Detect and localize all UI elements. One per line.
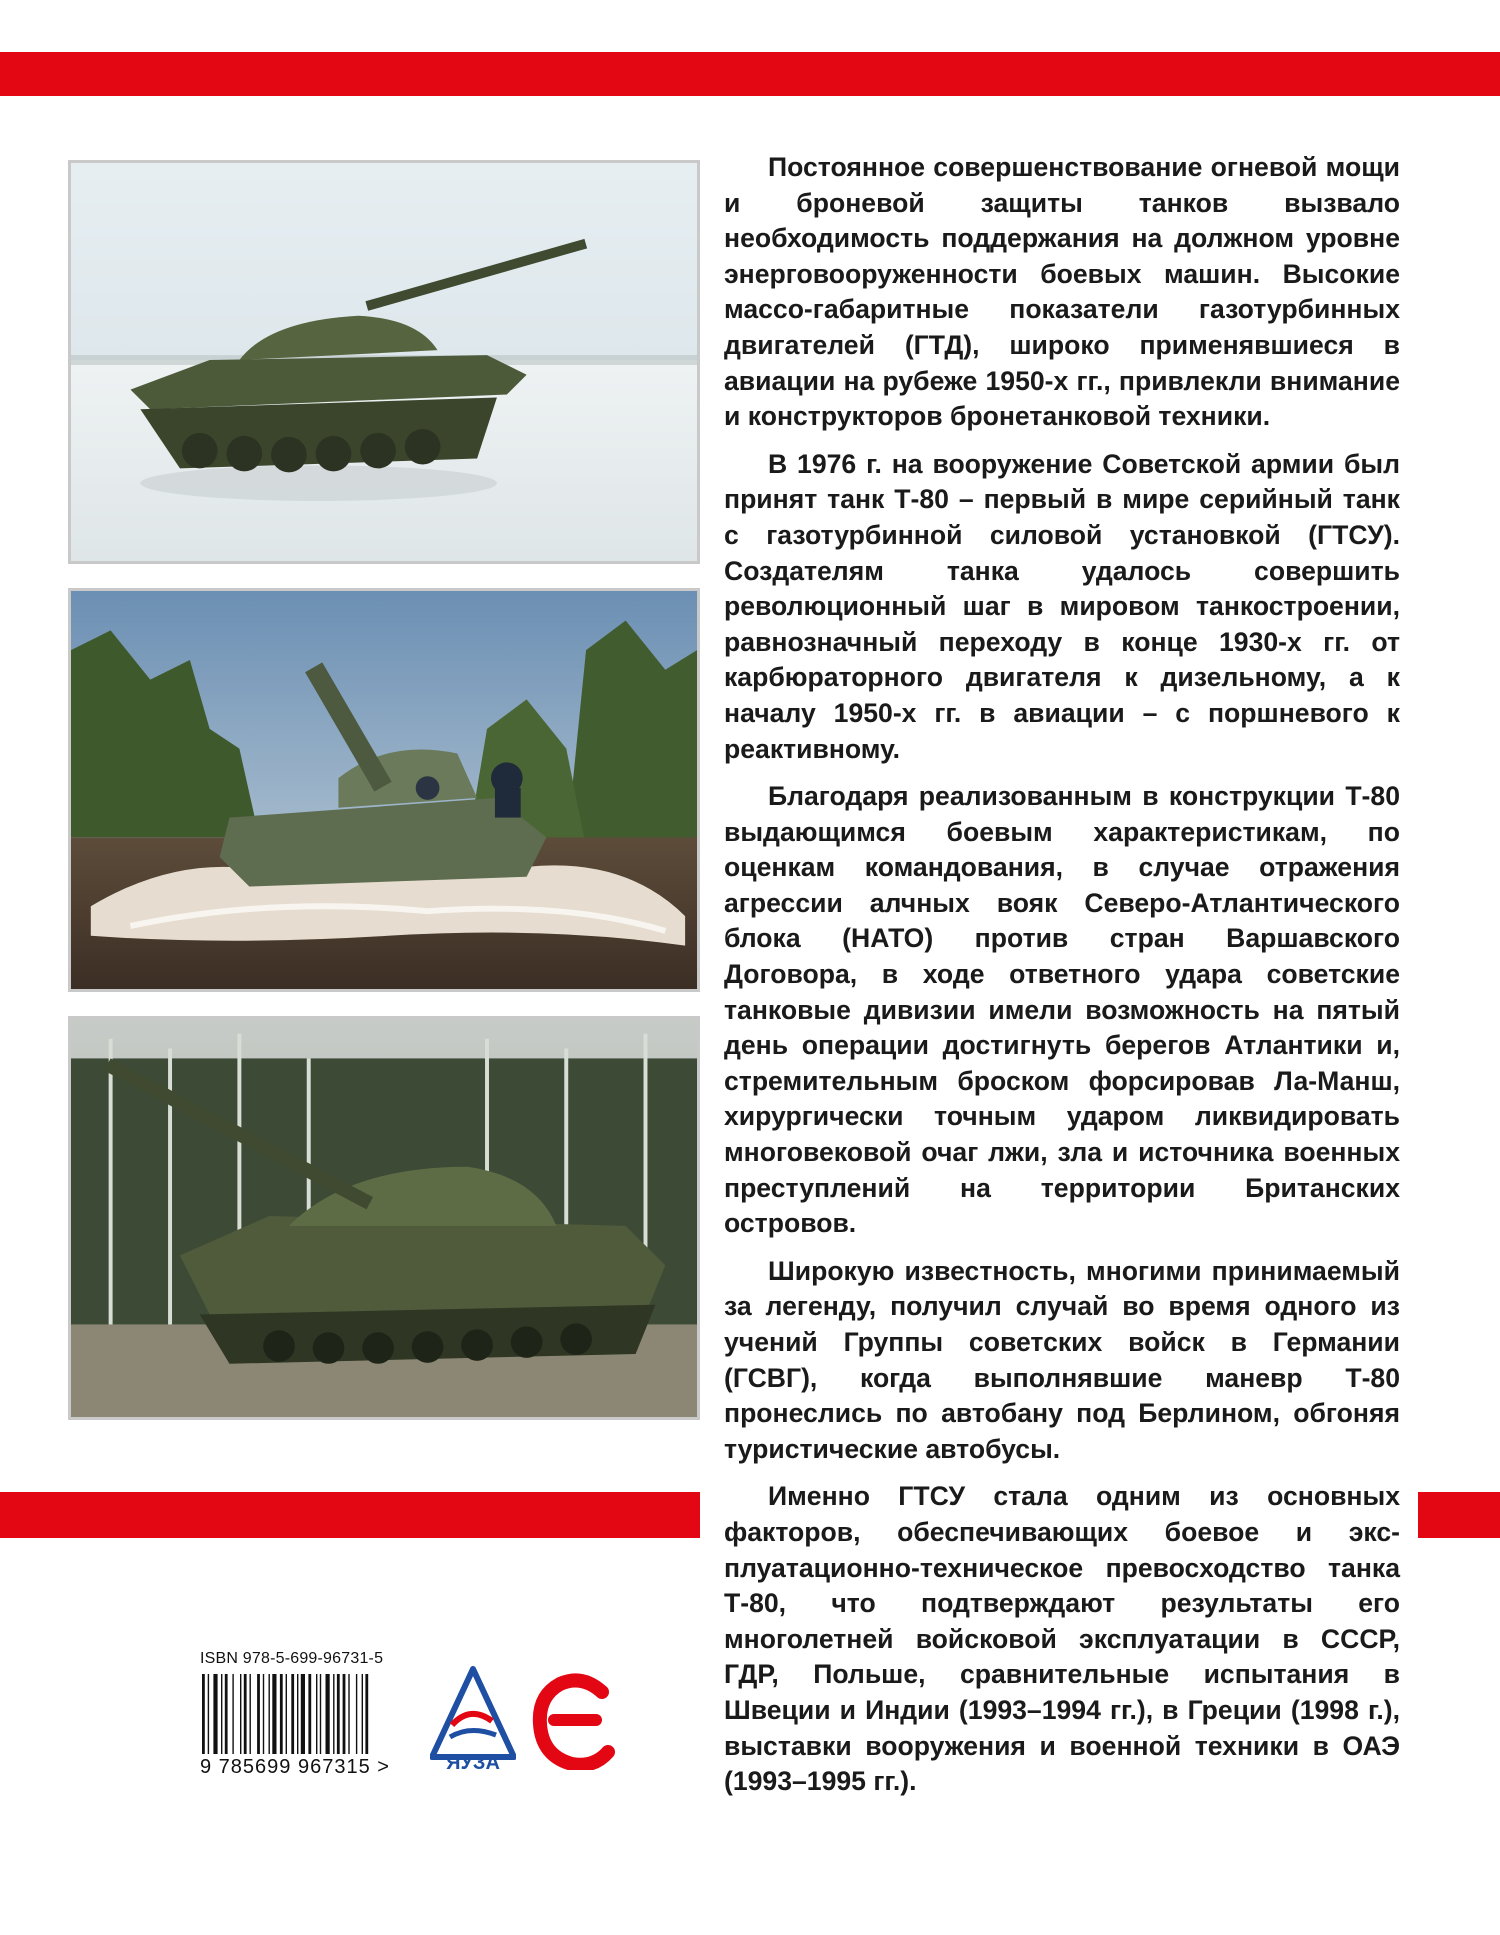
isbn-digits: 9 785699 967315 > [200, 1756, 390, 1778]
middle-stripe-left [0, 1492, 700, 1538]
top-stripe [0, 52, 1500, 96]
eksmo-logo [532, 1670, 616, 1770]
photo-tank-forest [68, 1016, 700, 1420]
paragraph: Постоянное совершенствование огневой мощи и броневой защиты танков вызвало необходимость поддержания на должном уровне энерговооруженности боевых машин. Высокие массо-габаритные показатели газотурбинных двигателей (ГТД), широко применявшиеся в авиации на рубеже 1950-х гг., привлекли внимание и конструкторов бронетанковой техники. [724, 152, 1400, 432]
photo-tank-snow [68, 160, 700, 564]
yauza-logo [430, 1665, 516, 1773]
yauza-logo-text: ЯУЗА [446, 1752, 500, 1773]
barcode-icon [200, 1674, 414, 1754]
middle-stripe-right [1418, 1492, 1500, 1538]
isbn-label: ISBN 978-5-699-96731-5 [200, 1650, 384, 1667]
paragraph: Именно ГТСУ стала одним из основных факторов, обеспечивающих боевое и эксплуатационно-техническое превосходство танка Т-80, что подтверждают результаты его многолетней войсковой эксплуатации в СССР, ГДР, Польше, сравнительные испытания в Швеции и Индии (1993–1994 гг.), в Греции (1998 г.), выставки вооружения и военной техники в ОАЭ (1993–1995 гг.). [724, 1481, 1400, 1797]
isbn-block [200, 1650, 420, 1779]
paragraph: Широкую известность, многими принимаемый за легенду, получил случай во время одного из учений Группы советских войск в Германии (ГСВГ), когда выполнявшие маневр Т-80 пронеслись по автобану под Берлином, обгоняя туристические автобусы. [724, 1255, 1400, 1464]
paragraph: В 1976 г. на вооружение Советской армии был принят танк Т-80 – первый в мире серийный танк с газотурбинной силовой установкой (ГТСУ). Создателям танка удалось совершить революционный шаг в мировом танкостроении, равнозначный переходу в конце 1930-х гг. от карбюраторного двигателя к дизельному, а к началу 1950-х гг. в авиации – с поршневого к реактивному. [724, 448, 1400, 764]
body-text [724, 150, 1400, 1812]
paragraph: Благодаря реализованным в конструкции Т-80 выдающимся боевым характеристикам, по оценкам командования, в случае отражения агрессии алчных вояк Северо-Атлантического блока (НАТО) против стран Варшавского Договора, в ходе ответного удара советские танковые дивизии имели возможность на пятый день операции достигнуть берегов Атлантики и, стремительным броском форсировав Ла-Манш, хирургически точным ударом ликвидировать многовековой очаг лжи, зла и источника военных преступлений на территории Британских островов. [724, 781, 1400, 1239]
photo-tank-water [68, 588, 700, 992]
